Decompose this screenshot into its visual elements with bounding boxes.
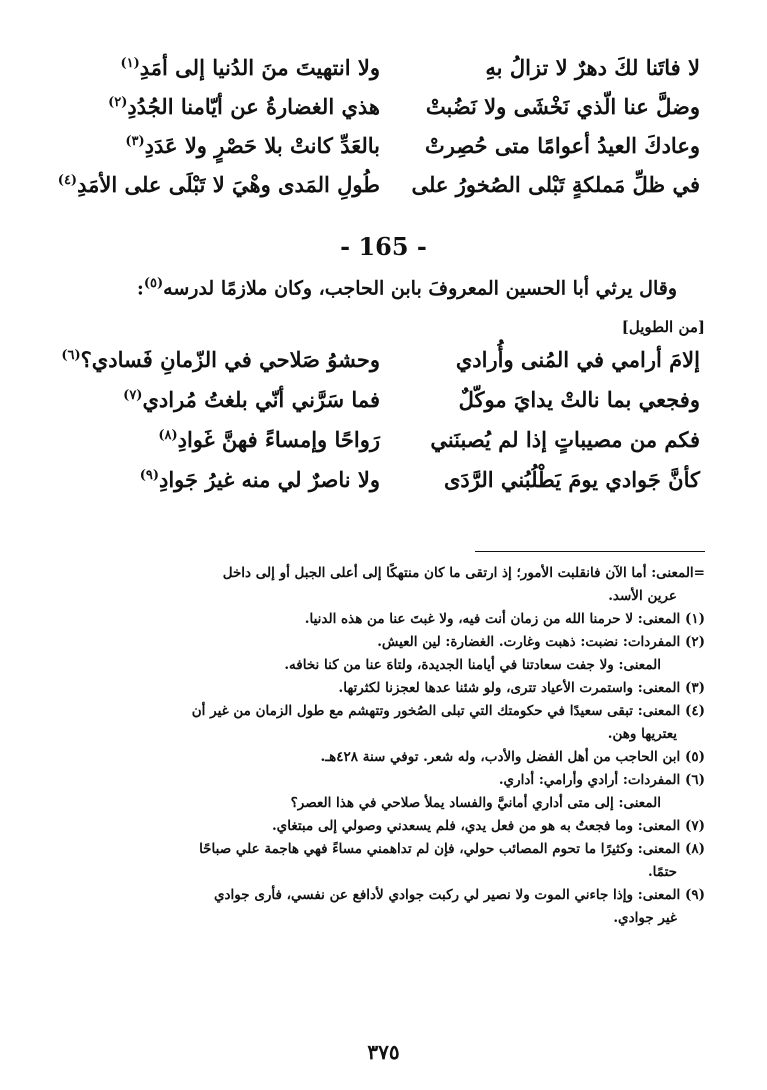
footnote-lead: (٢) المفردات (627, 634, 705, 650)
footnote-lead: (٨) المعنى (642, 841, 705, 857)
footnote-mark: (٩) (139, 467, 159, 483)
verse-second-hemistich (60, 387, 380, 412)
footnote (75, 815, 705, 838)
footnote (75, 677, 705, 700)
hemistich-text: هذي الغضارةُ عن أيّامنا الجُدُدِ (127, 93, 380, 119)
footnote-mark: (١) (120, 55, 140, 71)
footnote (75, 700, 705, 746)
footnote-lead: (٣) المعنى (642, 680, 705, 696)
footnote-lead: (٩) المعنى (642, 887, 705, 903)
footnote-lead: (٤) المعنى (642, 703, 705, 719)
verse-row (60, 126, 700, 164)
verse-row (60, 87, 700, 125)
footnote-text: : إلى متى أداري أمانيَّ والفساد يملأ صلاحي في هذا العصر؟ (290, 795, 624, 811)
footnote (75, 631, 705, 654)
verse-second-hemistich (60, 55, 380, 80)
footnote (75, 746, 705, 769)
footnote-text: : أما الآن فانقلبت الأمور؛ إذ ارتقى ما كان منتهكًا إلى أعلى الجبل أو إلى داخل (222, 565, 657, 581)
verse-first-hemistich: لا فاتَنا لكَ دهرٌ لا تزالُ بهِ (485, 54, 700, 80)
verse-row (60, 48, 700, 86)
verse-row (57, 165, 700, 203)
verse-second-hemistich (60, 467, 380, 492)
hemistich-text: وحشوُ صَلاحي في الزّمانِ فَسادي؟ (80, 346, 380, 372)
footnote-text: : نضبت: ذهبت وغارت. الغضارة: لين العيش. (377, 634, 628, 650)
footnote-text: : تبقى سعيدًا في حكومتك التي تبلى الصُخور وتتهشم مع طول الزمان من غير أن (191, 703, 643, 719)
verse-row (60, 380, 700, 418)
footnote-text: : ولا جفت سعادتنا في أيامنا الجديدة، ولتاهَ عنا من كنا نخافه. (284, 657, 624, 673)
footnote-text: : لا حرمنا الله من زمان أنت فيه، ولا غبتَ عنا من هذه الدنيا. (304, 611, 643, 627)
footnote-mark: (٢) (108, 94, 128, 110)
footnote-mark: (٦) (61, 347, 81, 363)
hemistich-text: ولا انتهيتَ منَ الدُنيا إلى أمَدِ (139, 54, 380, 80)
hemistich-text: فما سَرَّني أنّي بلغتُ مُرادي (142, 386, 380, 412)
verse-row (60, 460, 700, 498)
verse-row (60, 420, 700, 458)
hemistich-text: بالعَدِّ كانتْ بلا حَصْرٍ ولا عَدَدِ (144, 132, 380, 158)
footnote-lead: المعنى (623, 795, 661, 811)
footnote-mark: (٣) (125, 133, 145, 149)
verse-first-hemistich: وعادكَ العيدُ أعوامًا متى حُصِرتْ (424, 132, 700, 158)
intro-tail: : (136, 277, 144, 300)
footnote-lead: (٧) المعنى (642, 818, 705, 834)
footnote-lead: (٥) (684, 749, 705, 765)
hemistich-text: ولا ناصرٌ لي منه غيرُ جَوادِ (158, 466, 380, 492)
section-number: - 165 - (340, 232, 427, 261)
footnote (75, 608, 705, 631)
footnote-text: : واستمرت الأعياد تترى، ولو شئنا عدها لعجزنا لكثرتها. (338, 680, 643, 696)
footnote (75, 884, 705, 930)
footnote-continuation: عرين الأسد. (608, 588, 677, 604)
verse-row (60, 340, 700, 378)
verse-second-hemistich (57, 171, 380, 197)
footnote-lead: =المعنى (656, 565, 705, 581)
footnote-lead: المعنى (623, 657, 661, 673)
footnote-mark: (٤) (57, 172, 78, 188)
footnote-lead: (١) المعنى (642, 611, 705, 627)
footnote-continuation: يعتريها وهن. (607, 726, 677, 742)
footnote (75, 654, 705, 677)
footnote-continuation: غير جوادي. (613, 910, 677, 926)
verse-second-hemistich (60, 94, 380, 119)
hemistich-text: رَواحًا وإمساءً فهنَّ غَوادِ (177, 426, 380, 452)
footnote (75, 562, 705, 608)
verse-second-hemistich (60, 347, 380, 372)
page-number: ٣٧٥ (367, 1040, 400, 1064)
poem-intro (67, 276, 677, 299)
footnote-continuation: حتمًا. (647, 864, 677, 880)
verse-first-hemistich: في ظلِّ مَملكةٍ تَبْلى الصُخورُ على (411, 171, 700, 197)
footnote (75, 769, 705, 792)
intro-text: وقال يرثي أبا الحسين المعروفَ بابن الحاجب، وكان ملازمًا لدرسه (163, 277, 677, 300)
verse-first-hemistich: كأنَّ جَوادي يومَ يَطْلُبُني الرَّدَى (443, 466, 700, 492)
verse-second-hemistich (60, 427, 380, 452)
footnote (75, 792, 705, 815)
footnote-lead: (٦) المفردات (627, 772, 705, 788)
verse-second-hemistich (60, 133, 380, 158)
verse-first-hemistich: فكم من مصيباتٍ إذا لم يُصبنَني (430, 426, 700, 452)
verse-first-hemistich: إلامَ أرامي في المُنى وأُرادي (455, 346, 700, 372)
footnote-text: ابن الحاجب من أهل الفضل والأدب، وله شعر. توفي سنة ٤٢٨هـ. (320, 749, 685, 765)
footnotes (75, 562, 705, 930)
footnote-mark: (٨) (158, 427, 178, 443)
footnote-mark: (٥) (143, 276, 164, 291)
verse-first-hemistich: وفجعي بما نالتْ يدايَ موكّلٌ (458, 386, 700, 412)
footnote-text: : أرادي وأرامي: أداري. (498, 772, 628, 788)
footnote-text: : وما فجعتُ به هو من فعل يدي، فلم يسعدني وصولي إلى مبتغاي. (271, 818, 643, 834)
poetic-meter-label: [من الطويل] (621, 318, 705, 336)
verse-first-hemistich: وضلَّ عنا الّذي نَخْشَى ولا نَضُبتْ (425, 93, 700, 119)
footnote (75, 838, 705, 884)
footnote-text: : وإذا جاءني الموت ولا نصير لي ركبت جوادي لأدافع عن نفسي، فأرى جوادي (213, 887, 643, 903)
hemistich-text: طُولِ المَدى وهْيَ لا تَبْلَى على الأمَدِ (77, 171, 380, 197)
footnote-mark: (٧) (123, 387, 143, 403)
footnote-text: : وكثيرًا ما تحوم المصائب حولي، فإن لم تداهمني مساءً فهي هاجمة علي صباحًا (199, 841, 643, 857)
footnote-separator (475, 551, 705, 552)
